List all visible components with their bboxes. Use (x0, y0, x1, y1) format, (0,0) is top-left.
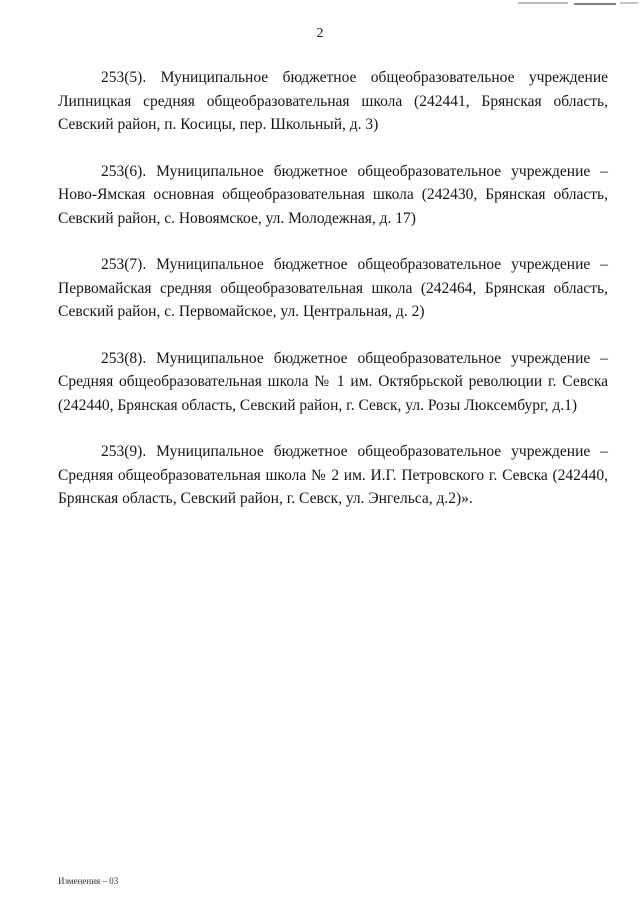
document-body (58, 66, 608, 534)
paragraph-253-8: 253(8). Муниципальное бюджетное общеобразовательное учреждение – Средняя общеобразовательная школа № 1 им. Октябрьской революции г. Севска (242440, Брянская область, Севский район, г. Севск, ул. Розы Люксембург, д.1) (58, 349, 608, 414)
paragraph-253-5: 253(5). Муниципальное бюджетное общеобразовательное учреждение Липницкая средняя общеобразовательная школа (242441, Брянская область, Севский район, п. Косицы, пер. Школьный, д. 3) (58, 69, 608, 133)
scan-edge-mark (500, 0, 640, 8)
page-number: 2 (316, 26, 324, 41)
paragraph-253-7: 253(7). Муниципальное бюджетное общеобразовательное учреждение – Первомайская средняя общеобразовательная школа (242464, Брянская область, Севский район, с. Первомайское, ул. Центральная, д. 2) (58, 256, 608, 320)
paragraph-253-9: 253(9). Муниципальное бюджетное общеобразовательное учреждение – Средняя общеобразовательная школа № 2 им. И.Г. Петровского г. Севска (242440, Брянская область, Севский район, г. Севск, ул. Энгельса, д.2)». (58, 443, 608, 507)
footer-note: Изменения – 03 (58, 876, 119, 886)
paragraph-253-6: 253(6). Муниципальное бюджетное общеобразовательное учреждение – Ново-Ямская основная общеобразовательная школа (242430, Брянская область, Севский район, с. Новоямское, ул. Молодежная, д. 17) (58, 162, 608, 227)
